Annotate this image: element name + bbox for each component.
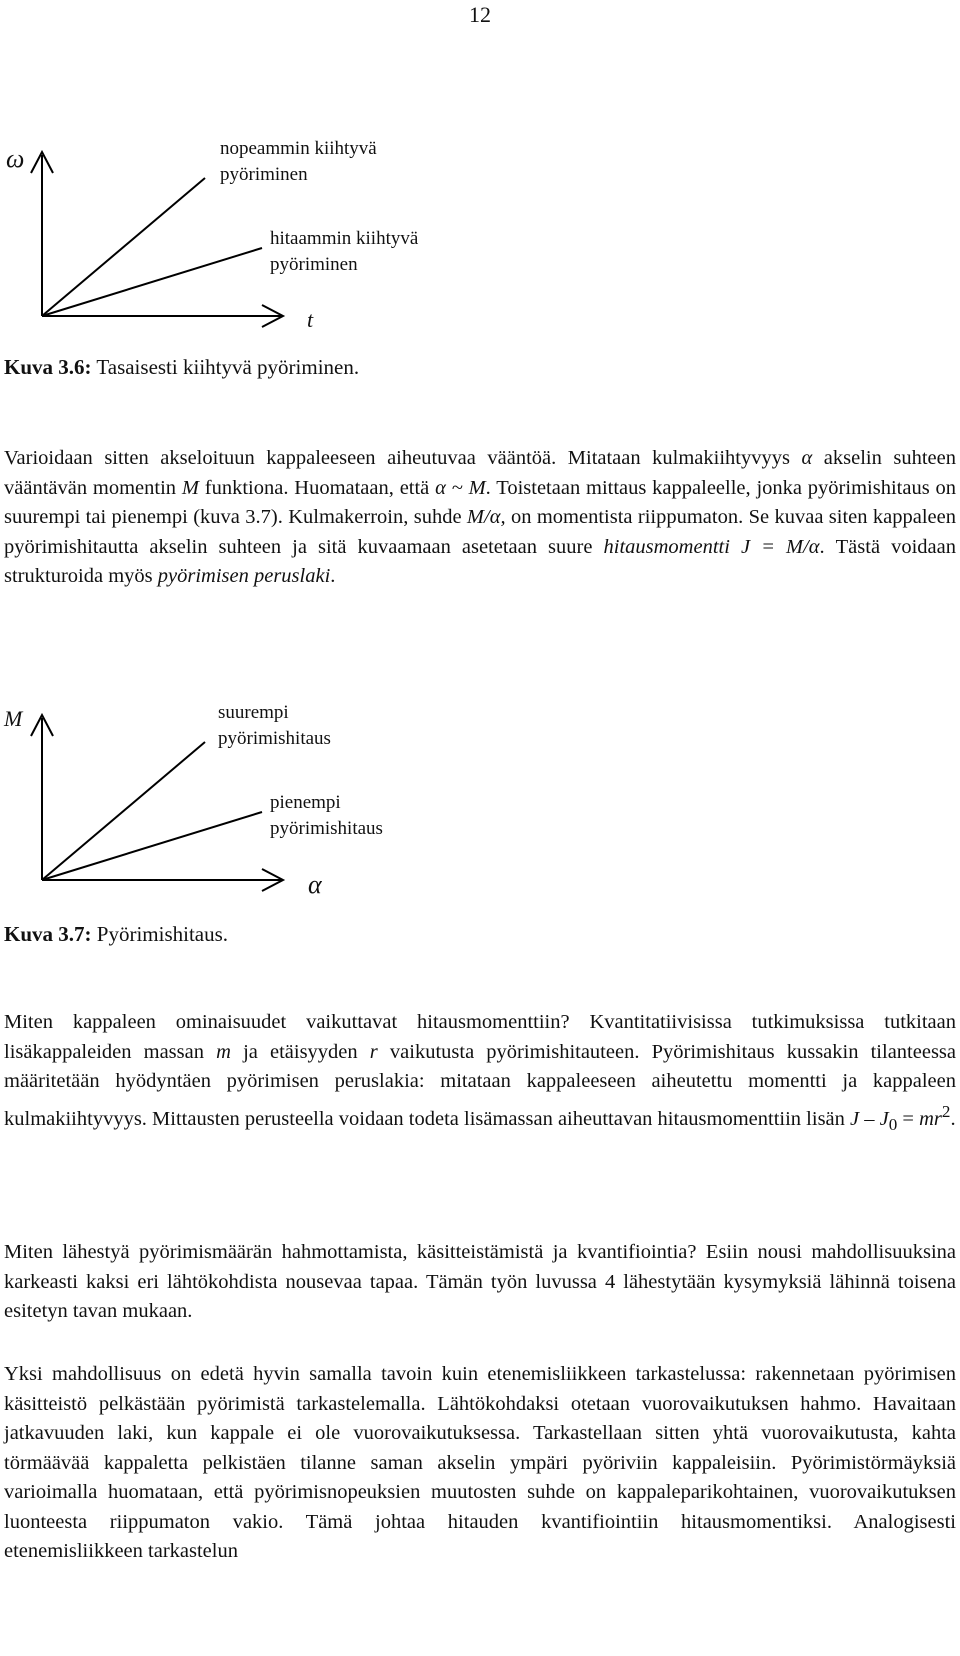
line-fast-acceleration <box>42 178 205 316</box>
paragraph-moment-of-inertia: Varioidaan sitten akseloituun kappaleeseen aiheutuvaa vääntöä. Mitataan kulmakiihtyvyys α akselin suhteen vääntävän momentin M funktiona. Huomataan, että α ~ M. Toistetaan mittaus kappaleelle, jonka pyörimishitaus on suurempi tai pienempi (kuva 3.7). Kulmakerroin, suhde M/α, on momentista riippumaton. Se kuvaa siten kappaleen pyörimishitautta akselin suhteen ja sitä kuvaamaan asetetaan suure hitausmomentti J = M/α. Tästä voidaan strukturoida myös pyörimisen peruslaki. <box>4 447 956 587</box>
label-slow-line: hitaammin kiihtyvä pyöriminen <box>270 228 419 275</box>
figure-moment-vs-alpha <box>0 690 960 960</box>
figure1-y-axis-label: ω <box>6 144 25 173</box>
figure1-x-axis-label: t <box>307 307 314 332</box>
figure2-x-axis-label: α <box>308 870 322 899</box>
figure1-diagram <box>0 130 960 330</box>
line-smaller-inertia <box>42 812 262 880</box>
figure2-y-axis-label: M <box>4 706 23 731</box>
label-smaller-inertia: pienempi pyörimishitaus <box>270 792 383 839</box>
line-slow-acceleration <box>42 248 262 316</box>
paragraph-approaches: Miten lähestyä pyörimismäärän hahmottamista, käsitteistämistä ja kvantifiointia? Esiin nousi mahdollisuuksina karkeasti kaksi eri lähtökohdista nousevaa tapaa. Tämän työn luvussa 4 lähestytään kysymyksiä lähinnä toisena esitetyn tavan mukaan. <box>4 1241 956 1322</box>
line-larger-inertia <box>42 742 205 880</box>
paragraph-added-mass: Miten kappaleen ominaisuudet vaikuttavat hitausmomenttiin? Kvantitatiivisissa tutkimuksissa tutkitaan lisäkappaleiden massan m ja etäisyyden r vaikutusta pyörimishitauteen. Pyörimishitaus kussakin tilanteessa määritetään hyödyntäen pyörimisen peruslakia: mitataan kappaleeseen aiheutettu momentti ja kappaleen kulmakiihtyvyys. Mittausten perusteella voidaan todeta lisämassan aiheuttavan hitausmomenttiin lisän $J - J_0 = mr^2$. <box>4 1011 956 1134</box>
label-fast-line: nopeammin kiihtyvä pyöriminen <box>220 138 377 185</box>
figure2-caption: Kuva 3.7: Pyörimishitaus. <box>4 922 229 946</box>
paragraph-interaction-approach: Yksi mahdollisuus on edetä hyvin samalla tavoin kuin etenemisliikkeen tarkastelussa: rakennetaan pyörimisen käsitteistö pelkästään pyörimistä tarkastelemalla. Lähtökohdaksi otetaan vuorovaikutuksen hahmo. Havaitaan jatkavuuden laki, kun kappale ei ole vuorovaikutuksessa. Tarkastellaan sitten yhtä vuorovaikutusta, kahta törmäävää kappaletta pelkistäen tilanne saman akselin ympäri pyöriviin kappaleisiin. Pyörimistörmäyksiä varioimalla huomataan, että pyörimisnopeuksien muutosten suhde on kappaleparikohtainen, vuorovaikutuksen luonteesta riippumaton vakio. Tämä johtaa hitauden kvantifiointiin hitausmomentiksi. Analogisesti etenemisliikkeen tarkastelun <box>4 1363 956 1562</box>
label-larger-inertia: suurempi pyörimishitaus <box>218 702 331 749</box>
page-number: 12 <box>469 2 491 27</box>
figure1-caption: Kuva 3.6: Tasaisesti kiihtyvä pyöriminen. <box>4 355 360 379</box>
figure-angular-velocity <box>0 130 960 400</box>
figure2-diagram <box>0 690 960 900</box>
